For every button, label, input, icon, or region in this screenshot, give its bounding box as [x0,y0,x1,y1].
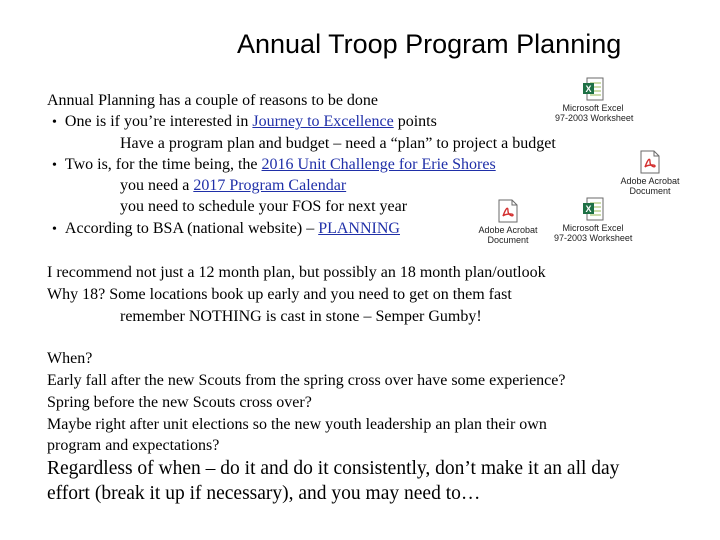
excel-embed-2-caption-1: Microsoft Excel [562,223,624,233]
acrobat-embed-2-caption-2: Document [487,235,529,245]
when-option-elections: Maybe right after unit elections so the new youth leadership an plan their own [47,416,547,433]
excel-embed-1-caption-2: 97-2003 Worksheet [555,113,634,123]
bullet-marker: • [52,115,57,130]
svg-text:X: X [585,84,592,94]
closing-line-2: effort (break it up if necessary), and you may need to… [47,483,481,504]
excel-icon [582,77,604,101]
acrobat-embed-2-caption-1: Adobe Acrobat [478,225,538,235]
bullet-marker: • [52,158,57,173]
excel-embed-1[interactable] [555,77,634,123]
bullet-3-text: According to BSA (national website) – [64,220,319,237]
sub-item-budget: Have a program plan and budget – need a “plan” to project a budget [120,135,556,152]
slide-title: Annual Troop Program Planning [237,29,622,59]
sub-calendar-text: you need a [120,177,194,194]
bullet-marker: • [52,222,57,237]
when-option-fall: Early fall after the new Scouts from the spring cross over have some experience? [47,372,566,389]
acrobat-embed-1-caption-2: Document [629,186,671,196]
why-18-line: Why 18? Some locations book up early and you need to get on them fast [47,286,512,303]
closing-line-1: Regardless of when – do it and do it consistently, don’t make it an all day [47,458,620,479]
svg-text:X: X [585,204,592,214]
sub-item-fos: you need to schedule your FOS for next year [120,198,408,215]
excel-icon [582,197,604,221]
bullet-item-1 [52,111,437,133]
acrobat-embed-1-caption-1: Adobe Acrobat [620,176,680,186]
when-heading: When? [47,350,93,367]
excel-embed-1-caption-1: Microsoft Excel [562,103,624,113]
excel-embed-2-caption-2: 97-2003 Worksheet [554,233,633,243]
program-calendar-link[interactable]: 2017 Program Calendar [193,177,347,194]
pdf-icon [498,199,518,223]
when-option-spring: Spring before the new Scouts cross over? [47,394,312,411]
recommend-line: I recommend not just a 12 month plan, but possibly an 18 month plan/outlook [47,264,546,281]
excel-embed-2[interactable] [554,197,632,243]
journey-to-excellence-link[interactable]: Journey to Excellence [252,113,394,130]
acrobat-embed-1[interactable] [614,150,686,196]
unit-challenge-link[interactable]: 2016 Unit Challenge for Erie Shores [261,156,496,173]
bullet-item-3 [52,218,400,240]
bullet-item-2 [52,154,496,176]
pdf-icon [640,150,660,174]
semper-gumby-line: remember NOTHING is cast in stone – Semper Gumby! [120,308,482,325]
bullet-1-tail: points [393,113,437,130]
bullet-1-text: One is if you’re interested in [64,113,253,130]
intro-text: Annual Planning has a couple of reasons to be done [47,92,379,109]
acrobat-embed-2[interactable] [472,199,544,245]
planning-link[interactable]: PLANNING [318,220,400,237]
sub-item-calendar [120,175,346,196]
bullet-2-text: Two is, for the time being, the [64,156,262,173]
when-option-elections-cont: program and expectations? [47,437,220,454]
